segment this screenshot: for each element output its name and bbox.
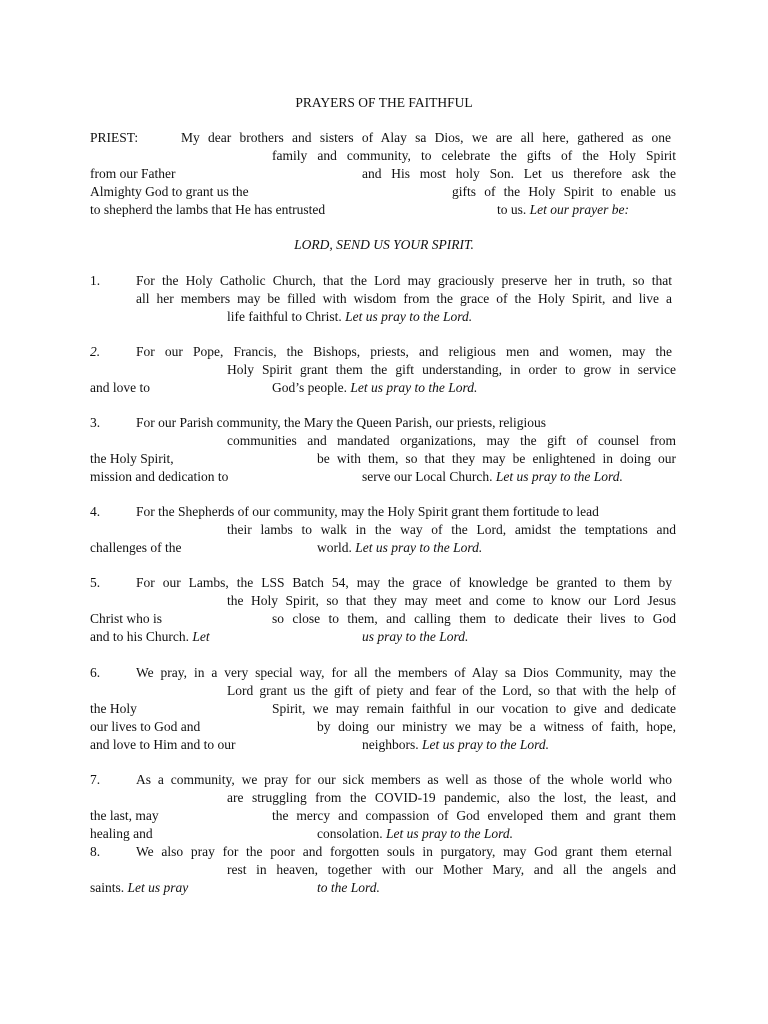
petition-5-response-start: Let — [192, 629, 210, 644]
priest-line-5c: Let our prayer be: — [529, 202, 629, 217]
priest-line-2: family and community, to celebrate the gifts of the Holy Spirit — [272, 148, 676, 163]
priest-line-5a: to shepherd the lambs that He has entrusted — [90, 202, 326, 217]
petition-7-response: Let us pray to the Lord. — [386, 826, 514, 841]
petition-8-line-3a-text: saints. — [90, 880, 125, 895]
petition-1-response: Let us pray to the Lord. — [345, 309, 473, 324]
priest-line-4a: Almighty God to grant us the — [90, 184, 249, 199]
petition-7-line-4a: healing and — [90, 826, 153, 841]
petition-number: 4. — [90, 504, 101, 519]
petition-4-line-3b — [317, 539, 482, 557]
petition-4-line-3a: challenges of the — [90, 540, 182, 555]
petition-6-line-1: We pray, in a very special way, for all the members of Alay sa Dios Community, may the — [136, 665, 676, 680]
priest-line-3a: from our Father — [90, 166, 176, 181]
priest-line-4b: gifts of the Holy Spirit to enable us — [452, 184, 676, 199]
petition-number: 3. — [90, 415, 101, 430]
petition-7-line-4b — [317, 825, 513, 843]
petition-8-line-1: We also pray for the poor and forgotten souls in purgatory, may God grant them eternal — [136, 844, 672, 859]
petition-number: 5. — [90, 575, 101, 590]
petition-number: 6. — [90, 665, 101, 680]
petition-2-line-3b — [272, 379, 477, 397]
petition-3-line-3a: the Holy Spirit, — [90, 451, 174, 466]
petition-1-line-1: For the Holy Catholic Church, that the Lord may graciously preserve her in truth, so that — [136, 273, 672, 288]
petition-1-line-3-text: life faithful to Christ. — [227, 309, 342, 324]
petition-2-line-1: For our Pope, Francis, the Bishops, priests, and religious men and women, may the — [136, 344, 672, 359]
petition-4-line-1: For the Shepherds of our community, may the Holy Spirit grant them fortitude to lead — [136, 504, 599, 519]
petition-5-line-3a: Christ who is — [90, 611, 163, 626]
petition-3-line-4b-text: serve our Local Church. — [362, 469, 493, 484]
priest-line-3b: and His most holy Son. Let us therefore ask the — [362, 166, 676, 181]
petition-5-response: us pray to the Lord. — [362, 629, 469, 644]
petition-8-response-start: Let us pray — [127, 880, 189, 895]
petition-3-response: Let us pray to the Lord. — [495, 469, 623, 484]
petition-3-line-1: For our Parish community, the Mary the Queen Parish, our priests, religious — [136, 415, 547, 430]
petition-2-line-3a: and love to — [90, 380, 150, 395]
petition-6-line-2: Lord grant us the gift of piety and fear of the Lord, so that with the help of — [227, 683, 676, 698]
petition-4-response: Let us pray to the Lord. — [355, 540, 483, 555]
petition-number: 7. — [90, 772, 101, 787]
petition-5-line-2: the Holy Spirit, so that they may meet and come to know our Lord Jesus — [227, 593, 676, 608]
petition-3-line-2: communities and mandated organizations, may the gift of counsel from — [227, 433, 676, 448]
petition-5-line-1: For our Lambs, the LSS Batch 54, may the grace of knowledge be granted to them by — [136, 575, 672, 590]
response-line: LORD, SEND US YOUR SPIRIT. — [294, 237, 474, 252]
petition-1-line-3 — [227, 308, 472, 326]
petition-7-line-1: As a community, we pray for our sick members as well as those of the whole world who — [136, 772, 672, 787]
petition-2-line-2: Holy Spirit grant them the gift understanding, in order to grow in service — [227, 362, 676, 377]
petition-6-line-3a: the Holy — [90, 701, 137, 716]
petition-4-line-2: their lambs to walk in the way of the Lord, amidst the temptations and — [227, 522, 676, 537]
petition-6-line-5b-text: neighbors. — [362, 737, 419, 752]
priest-line-1: My dear brothers and sisters of Alay sa Dios, we are all here, gathered as one — [181, 130, 671, 145]
page-title: PRAYERS OF THE FAITHFUL — [295, 95, 473, 110]
petition-number: 2. — [90, 344, 101, 359]
petition-6-line-5b — [362, 736, 549, 754]
petition-5-line-3b: so close to them, and calling them to dedicate their lives to God — [272, 611, 676, 626]
petition-number: 1. — [90, 273, 101, 288]
petition-2-response: Let us pray to the Lord. — [350, 380, 478, 395]
priest-label: PRIEST: — [90, 130, 139, 145]
petition-7-line-4b-text: consolation. — [317, 826, 383, 841]
petition-8-response: to the Lord. — [317, 880, 380, 895]
petition-6-line-4a: our lives to God and — [90, 719, 201, 734]
petition-5-line-4a-text: and to his Church. — [90, 629, 189, 644]
petition-7-line-3a: the last, may — [90, 808, 159, 823]
petition-8-line-3a — [90, 879, 188, 897]
petition-3-line-4b — [362, 468, 623, 486]
priest-line-5b-text: to us. — [497, 202, 527, 217]
petition-6-line-3b: Spirit, we may remain faithful in our vocation to give and dedicate — [272, 701, 676, 716]
petition-7-line-3b: the mercy and compassion of God enveloped them and grant them — [272, 808, 676, 823]
petition-8-line-2: rest in heaven, together with our Mother Mary, and all the angels and — [227, 862, 676, 877]
petition-4-line-3b-text: world. — [317, 540, 352, 555]
petition-7-line-2: are struggling from the COVID-19 pandemic, also the lost, the least, and — [227, 790, 676, 805]
petition-number: 8. — [90, 844, 101, 859]
petition-6-response: Let us pray to the Lord. — [422, 737, 550, 752]
petition-6-line-4b: by doing our ministry we may be a witness of faith, hope, — [317, 719, 676, 734]
petition-6-line-5a: and love to Him and to our — [90, 737, 236, 752]
petition-3-line-4a: mission and dedication to — [90, 469, 229, 484]
petition-2-line-3b-text: God’s people. — [272, 380, 347, 395]
priest-line-5b — [497, 201, 629, 219]
petition-3-line-3b: be with them, so that they may be enlightened in doing our — [317, 451, 676, 466]
petition-1-line-2: all her members may be filled with wisdom from the grace of the Holy Spirit, and live a — [136, 291, 672, 306]
petition-5-line-4a — [90, 628, 210, 646]
